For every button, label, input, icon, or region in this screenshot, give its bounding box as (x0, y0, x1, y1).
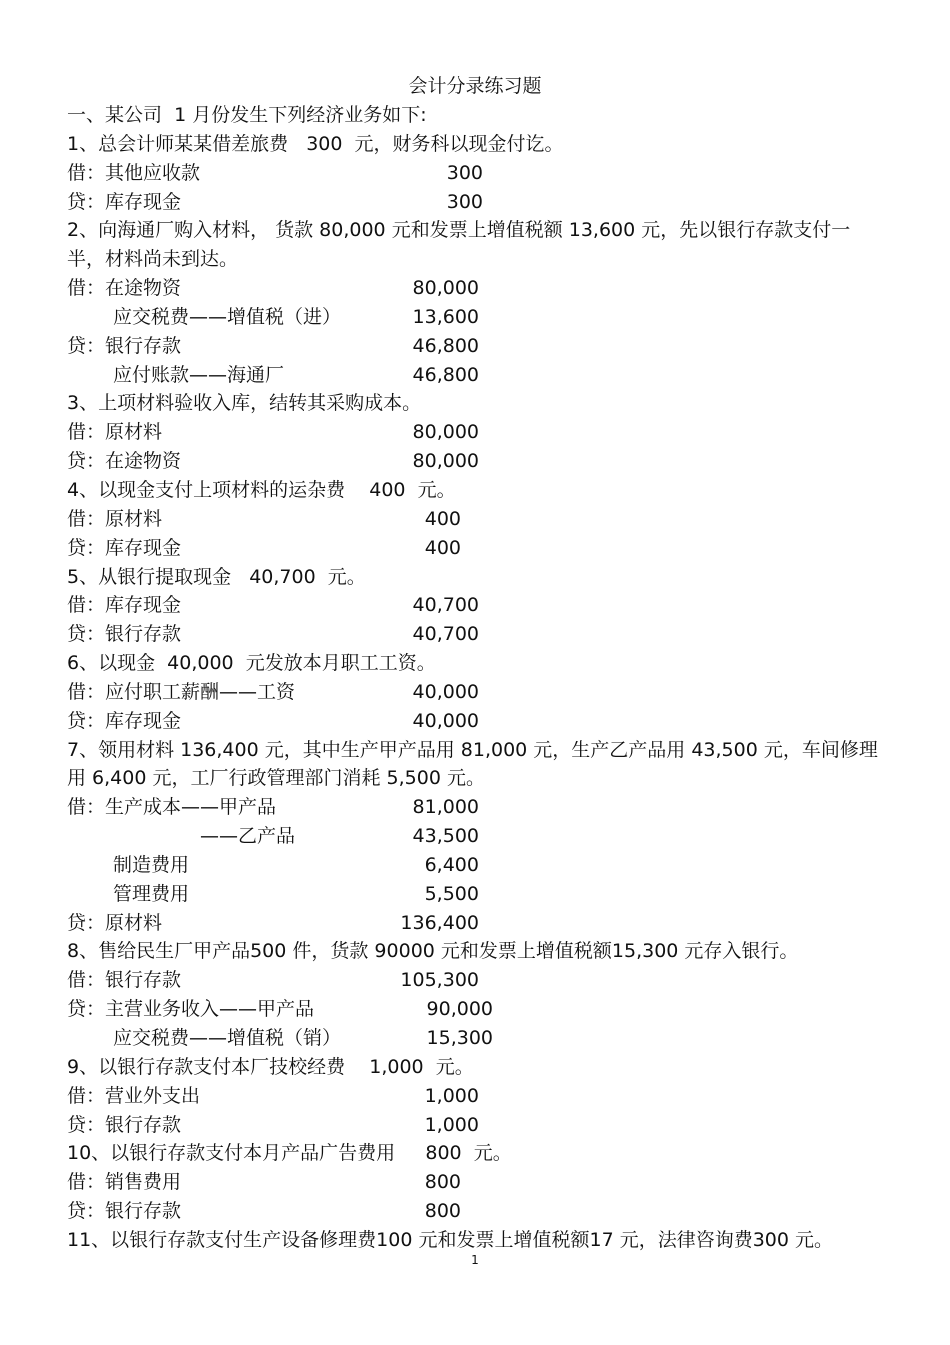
transaction-text: 10、以银行存款支付本月产品广告费用 800 元。 (67, 1142, 512, 1165)
account-name: 贷：库存现金 (67, 190, 182, 213)
amount: 6,400 (424, 853, 479, 876)
entry-row (67, 534, 887, 563)
amount: 800 (424, 1171, 461, 1194)
entry-row (67, 418, 887, 447)
account-name: 借：生产成本——甲产品 (67, 796, 277, 819)
entry-row (67, 159, 887, 188)
entry-row (67, 274, 887, 303)
transaction-text: 6、以现金 40,000 元发放本月职工工资。 (67, 652, 436, 675)
entry-row (67, 995, 887, 1024)
amount: 15,300 (426, 1027, 493, 1049)
transaction-text: 2、向海通厂购入材料， 货款 80,000 元和发票上增值税额 13,600 元，先以银行存款支付一半，材料尚未到达。 (67, 219, 851, 271)
amount: 43,500 (412, 825, 479, 848)
account-name: 借：其他应收款 (67, 161, 201, 184)
amount: 136,400 (400, 911, 479, 934)
account-name: 贷：银行存款 (67, 334, 182, 357)
entry-row (67, 880, 887, 909)
transaction-text: 4、以现金支付上项材料的运杂费 400 元。 (67, 478, 456, 501)
entry-row (67, 909, 887, 938)
amount: 80,000 (412, 421, 479, 444)
account-name: 借：原材料 (67, 507, 163, 530)
account-name: 贷：主营业务收入——甲产品 (67, 998, 315, 1021)
amount: 300 (446, 190, 483, 213)
account-name: 贷：银行存款 (67, 623, 182, 646)
entry-row (67, 620, 887, 649)
transaction-text: 7、领用材料 136,400 元，其中生产甲产品用 81,000 元，生产乙产品用 43,500 元，车间修理用 6,400 元，工厂行政管理部门消耗 5,500 元。 (67, 738, 878, 790)
entry-row (67, 1197, 887, 1226)
amount: 1,000 (424, 1084, 479, 1107)
account-name: 借：在途物资 (67, 277, 182, 300)
amount: 1,000 (424, 1113, 479, 1136)
account-name: 贷：银行存款 (67, 1200, 182, 1223)
page-number: 1 (471, 1253, 479, 1267)
account-name: 借：应付职工薪酬——工资 (67, 680, 296, 703)
account-name: 应付账款——海通厂 (113, 363, 285, 386)
entry-row (67, 678, 887, 707)
amount: 40,000 (412, 709, 479, 732)
amount: 800 (424, 1200, 461, 1223)
amount: 81,000 (412, 796, 479, 819)
amount: 40,700 (412, 594, 479, 617)
account-name: ——乙产品 (200, 825, 296, 848)
transaction-text: 3、上项材料验收入库，结转其采购成本。 (67, 392, 422, 415)
entry-row (67, 822, 887, 851)
amount: 40,700 (412, 623, 479, 646)
entry-row (67, 966, 887, 995)
entry-row (67, 332, 887, 361)
account-name: 借：营业外支出 (67, 1084, 201, 1107)
entry-row (67, 1024, 887, 1053)
account-name: 贷：在途物资 (67, 450, 182, 473)
entry-row (67, 1168, 887, 1197)
entry-row (67, 1111, 887, 1140)
entry-row (67, 591, 887, 620)
entry-row (67, 303, 887, 332)
amount: 40,000 (412, 680, 479, 703)
entry-row (67, 361, 887, 390)
entry-row (67, 1082, 887, 1111)
amount: 90,000 (426, 998, 493, 1021)
entry-row (67, 188, 887, 217)
journal-entries (67, 101, 887, 1255)
account-name: 管理费用 (113, 882, 190, 905)
entry-row (67, 793, 887, 822)
amount: 105,300 (400, 969, 479, 992)
account-name: 贷：银行存款 (67, 1113, 182, 1136)
account-name: 制造费用 (113, 853, 190, 876)
amount: 13,600 (412, 305, 479, 328)
transaction-text: 8、售给民生厂甲产品500 件，货款 90000 元和发票上增值税额15,300 元存入银行。 (67, 940, 799, 963)
entry-row (67, 851, 887, 880)
transaction-text: 一、某公司 1 月份发生下列经济业务如下: (67, 104, 427, 126)
transaction-text: 1、总会计师某某借差旅费 300 元，财务科以现金付讫。 (67, 132, 564, 155)
account-name: 贷：原材料 (67, 911, 163, 934)
amount: 400 (424, 536, 461, 559)
account-name: 应交税费——增值税（进） (113, 305, 342, 328)
account-name: 贷：库存现金 (67, 536, 182, 559)
account-name: 借：银行存款 (67, 969, 182, 992)
account-name: 贷：库存现金 (67, 709, 182, 732)
account-name: 借：销售费用 (67, 1171, 182, 1194)
entry-row (67, 707, 887, 736)
amount: 46,800 (412, 363, 479, 386)
transaction-text: 11、以银行存款支付生产设备修理费100 元和发票上增值税额17 元，法律咨询费300 元。 (67, 1228, 834, 1251)
amount: 46,800 (412, 334, 479, 357)
amount: 80,000 (412, 450, 479, 473)
amount: 300 (446, 161, 483, 184)
entry-row (67, 447, 887, 476)
transaction-text: 5、从银行提取现金 40,700 元。 (67, 565, 366, 588)
account-name: 应交税费——增值税（销） (113, 1027, 342, 1049)
document-title: 会计分录练习题 (408, 75, 542, 97)
amount: 5,500 (424, 882, 479, 905)
transaction-text: 9、以银行存款支付本厂技校经费 1,000 元。 (67, 1055, 474, 1078)
amount: 400 (424, 507, 461, 530)
entry-row (67, 505, 887, 534)
amount: 80,000 (412, 277, 479, 300)
account-name: 借：库存现金 (67, 594, 182, 617)
account-name: 借：原材料 (67, 421, 163, 444)
